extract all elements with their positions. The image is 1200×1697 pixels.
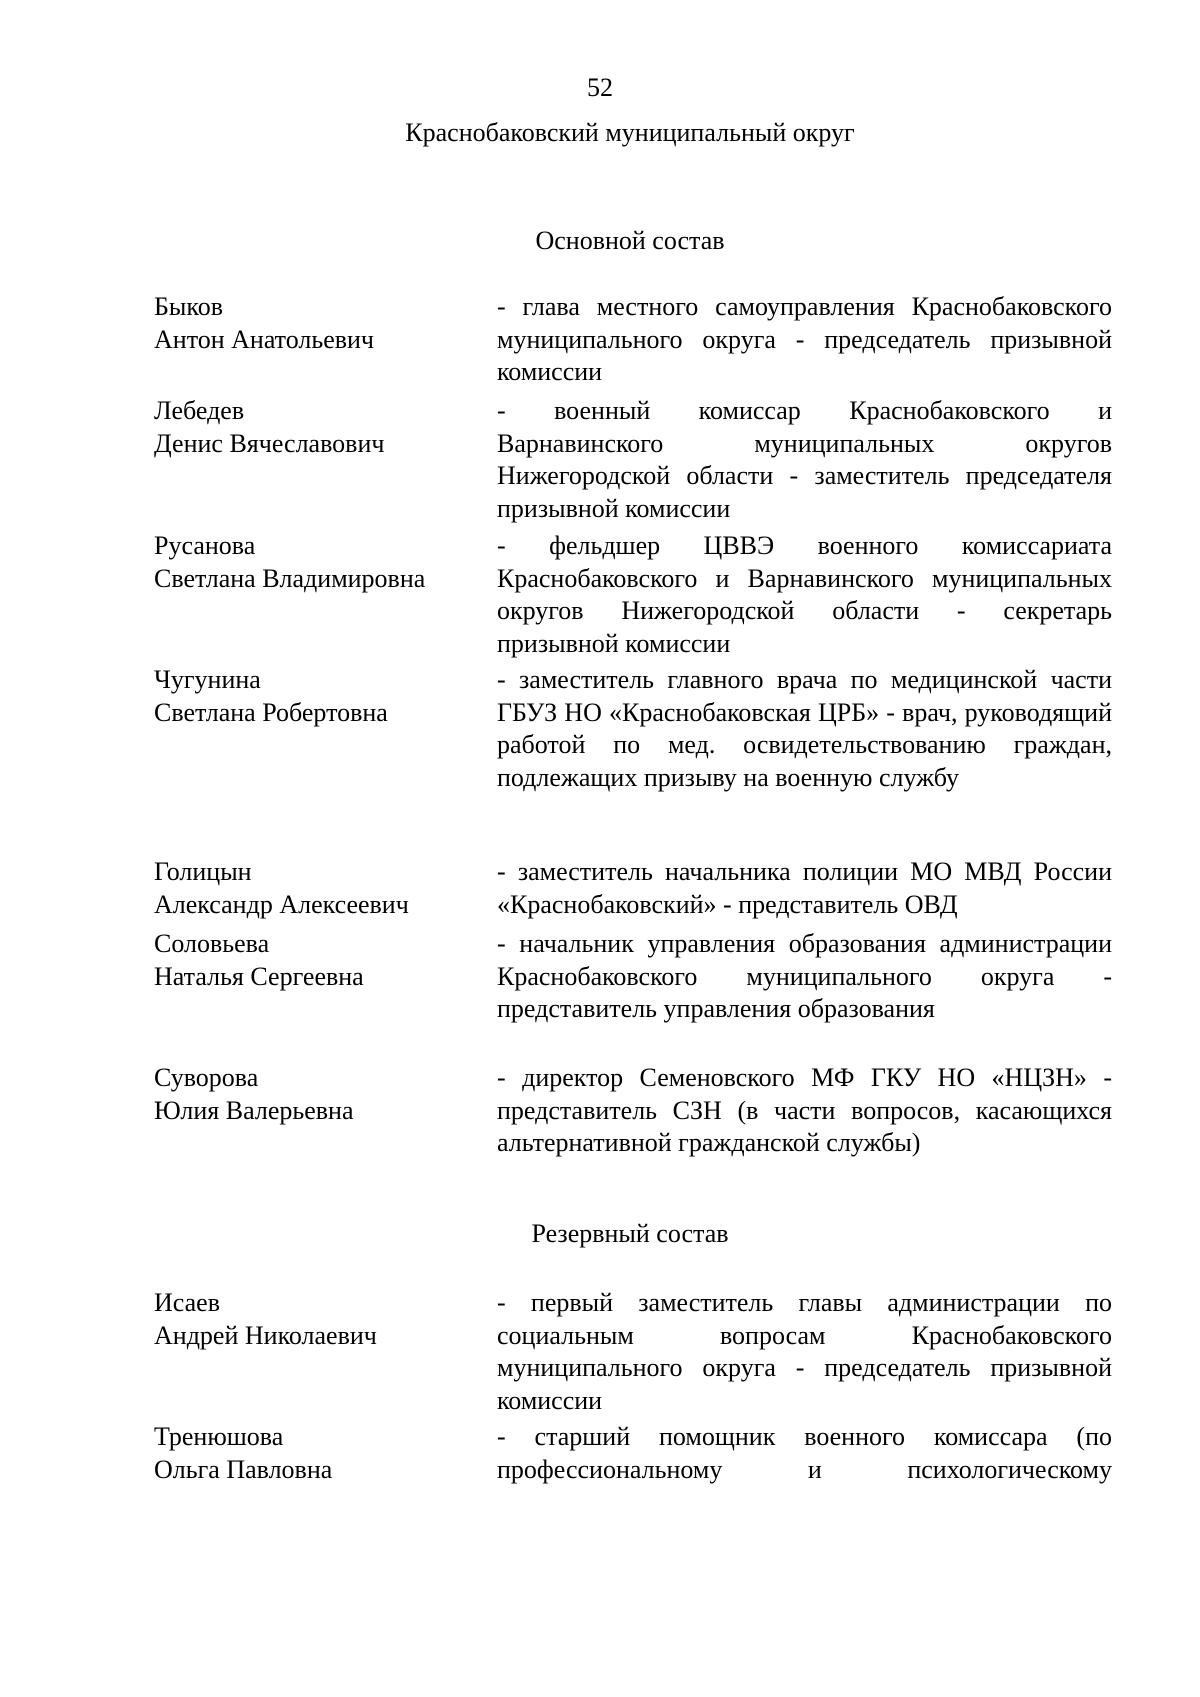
member-given-names: Александр Алексеевич <box>154 889 409 919</box>
member-given-names: Наталья Сергеевна <box>154 961 364 991</box>
member-surname: Лебедев <box>154 396 245 425</box>
member-role: - старший помощник военного комиссара (по профессиональному и психологическому <box>497 1422 1112 1484</box>
member-role: - заместитель главного врача по медицинской части ГБУЗ НО «Краснобаковская ЦРБ» - врач, руководящий работой по мед. освидетельствованию граждан, подлежащих призыву на военную службу <box>497 665 1112 792</box>
member-name <box>154 1421 484 1486</box>
member-surname: Русанова <box>154 531 256 560</box>
reserve-section-heading: Резервный состав <box>531 1219 729 1248</box>
member-surname: Тренюшова <box>154 1422 284 1451</box>
district-title: Краснобаковский муниципальный округ <box>405 118 855 147</box>
member-role: - военный комиссар Краснобаковского и Варнавинского муниципальных округов Нижегородской области - заместитель председателя призывной комиссии <box>497 396 1112 523</box>
member-role: - директор Семеновского МФ ГКУ НО «НЦЗН» - представитель СЗН (в части вопросов, касающихся альтернативной гражданской службы) <box>497 1063 1112 1157</box>
member-role: - начальник управления образования администрации Краснобаковского муниципального округа - представитель управления образования <box>497 929 1112 1023</box>
member-name <box>154 530 484 595</box>
member-role: - заместитель начальника полиции МО МВД России «Краснобаковский» - представитель ОВД <box>497 857 1112 919</box>
member-surname: Суворова <box>154 1063 259 1092</box>
member-given-names: Денис Вячеславович <box>154 428 385 458</box>
member-name <box>154 395 484 460</box>
member-role: - глава местного самоуправления Краснобаковского муниципального округа - председатель призывной комиссии <box>497 292 1112 386</box>
member-surname: Чугунина <box>154 665 261 694</box>
member-given-names: Светлана Владимировна <box>154 563 426 593</box>
member-given-names: Антон Анатольевич <box>154 324 374 354</box>
member-given-names: Юлия Валерьевна <box>154 1095 354 1125</box>
member-given-names: Андрей Николаевич <box>154 1320 377 1350</box>
member-name <box>154 291 484 356</box>
page-number: 52 <box>587 73 613 102</box>
member-surname: Соловьева <box>154 929 270 958</box>
member-surname: Исаев <box>154 1288 220 1317</box>
member-given-names: Ольга Павловна <box>154 1454 333 1484</box>
member-given-names: Светлана Робертовна <box>154 697 388 727</box>
member-surname: Быков <box>154 292 223 321</box>
member-role: - первый заместитель главы администрации по социальным вопросам Краснобаковского муниципального округа - председатель призывной комиссии <box>497 1288 1112 1415</box>
member-name <box>154 1287 484 1352</box>
main-section-heading: Основной состав <box>535 226 725 255</box>
member-surname: Голицын <box>154 857 252 886</box>
member-name <box>154 1062 484 1127</box>
member-name <box>154 856 484 921</box>
member-name <box>154 928 484 993</box>
member-name <box>154 664 484 729</box>
member-role: - фельдшер ЦВВЭ военного комиссариата Краснобаковского и Варнавинского муниципальных округов Нижегородской области - секретарь призывной комиссии <box>497 531 1112 658</box>
